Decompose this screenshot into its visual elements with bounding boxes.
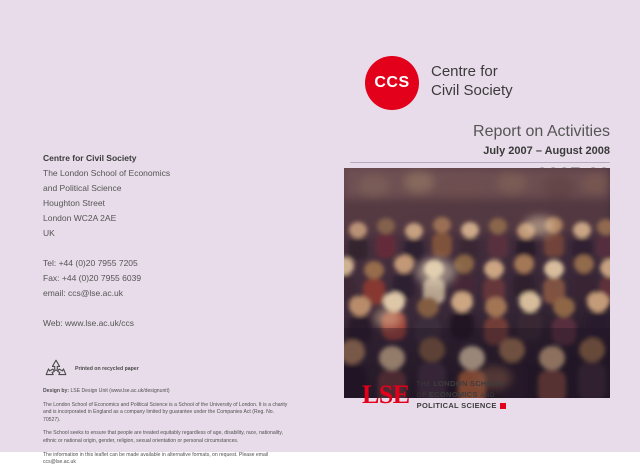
design-credit-value: LSE Design Unit (www.lse.ac.uk/designunit) — [69, 388, 170, 394]
title-divider — [350, 162, 610, 163]
recycled-paper-notice — [43, 358, 139, 380]
design-credit-label: Design by: — [43, 388, 70, 394]
lse-red-square-icon — [500, 403, 506, 409]
lse-mark: LSE — [362, 380, 410, 409]
back-cover-panel — [18, 18, 320, 466]
lse-wordmark-line1 — [417, 379, 506, 390]
fax-line: Fax: +44 (0)20 7955 6039 — [43, 273, 142, 283]
front-cover-panel — [320, 18, 622, 434]
ccs-wordmark-line1: Centre for — [431, 63, 498, 80]
legal-paragraph-2: The School seeks to ensure that people are treated equitably regardless of age, disability, race, nationality, ethnic or national origin, gender, religion, sexual orientation or personal circumstances. — [43, 430, 283, 444]
email-line: email: ccs@lse.ac.uk — [43, 288, 123, 298]
address-line-2: and Political Science — [43, 183, 122, 193]
telephone-line: Tel: +44 (0)20 7955 7205 — [43, 258, 138, 268]
ccs-logo — [365, 56, 595, 110]
printed-spread — [18, 18, 622, 466]
report-dates: July 2007 – August 2008 — [483, 145, 610, 157]
lse-economics: ECONOMICS — [428, 390, 478, 399]
ccs-wordmark — [431, 62, 513, 100]
recycle-icon — [43, 358, 69, 380]
website-line: Web: www.lse.ac.uk/ccs — [43, 318, 135, 328]
address-line-0: Centre for Civil Society — [43, 153, 137, 163]
lse-logo — [362, 378, 506, 412]
lse-of: OF — [416, 392, 427, 399]
address-block — [43, 151, 273, 331]
lse-london-school: LONDON SCHOOL — [433, 379, 504, 388]
lse-wordmark-line2 — [417, 390, 506, 401]
lse-and: AND — [480, 392, 496, 399]
design-credit — [43, 388, 291, 396]
lse-wordmark — [417, 379, 506, 411]
address-line-4: London WC2A 2AE — [43, 213, 117, 223]
report-title: Report on Activities — [473, 123, 610, 140]
ccs-wordmark-line2: Civil Society — [431, 82, 513, 99]
recycled-paper-label: Printed on recycled paper — [75, 366, 139, 372]
address-line-1: The London School of Economics — [43, 168, 171, 178]
lse-the: THE — [416, 381, 431, 388]
cover-photograph — [344, 168, 610, 398]
legal-paragraph-3: The information in this leaflet can be made available in alternative formats, on request. Please email ccs@lse.ac.uk — [43, 451, 269, 466]
ccs-circle-mark: CCS — [365, 56, 419, 110]
address-spacer-2 — [43, 301, 273, 316]
legal-paragraph-1: The London School of Economics and Political Science is a School of the University of London. It is a charity and is incorporated in England as a company limited by guarantee under the Companies Act (Reg. No. 70527). — [43, 401, 288, 423]
address-line-3: Houghton Street — [43, 198, 105, 208]
lse-political-science: POLITICAL SCIENCE — [416, 401, 497, 410]
lse-wordmark-line3 — [417, 401, 506, 411]
legal-text-block — [43, 388, 291, 473]
address-spacer-1 — [43, 241, 273, 256]
address-line-5: UK — [43, 228, 55, 238]
